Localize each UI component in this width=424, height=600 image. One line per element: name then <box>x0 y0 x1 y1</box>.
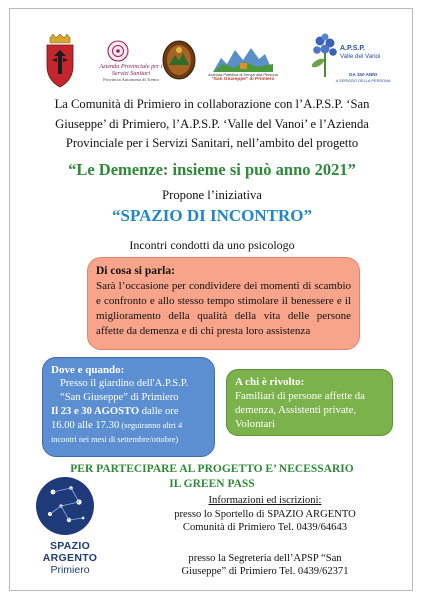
about-heading: Di cosa si parla: <box>96 265 175 277</box>
time-prefix: dalle ore <box>139 406 179 417</box>
green-pass-line-2: IL GREEN PASS <box>169 478 255 490</box>
vanoi-tagline-1: DA 150 ANNI <box>349 72 377 77</box>
audience-box <box>226 369 393 436</box>
apss-name: Azienda Provinciale per i Servizi Sanitari <box>99 63 163 77</box>
intro-line-3: Provinciale per i Servizi Sanitari, nell’ambito del progetto <box>65 136 359 150</box>
propone-text: Propone l’iniziativa <box>162 188 262 202</box>
spazio-argento-star-logo <box>23 470 113 538</box>
where-heading: Dove e quando: <box>51 364 125 376</box>
where-when-box <box>42 357 215 457</box>
where-line-2: “San Giuseppe” di Primiero <box>60 392 179 403</box>
vanoi-logo-subtitle: Valle del Vanoi <box>340 53 381 60</box>
info-heading: Informazioni ed iscrizioni: <box>208 495 322 506</box>
info-line-3: presso la Segreteria dell’APSP “San <box>188 552 342 564</box>
spazio-wordmark-line-2: ARGENTO <box>42 552 98 564</box>
apsp-valle-vanoi-flower-logo <box>308 33 342 77</box>
intro-line-1: La Comunità di Primiero in collaborazione con l’A.P.S.P. ‘San <box>54 97 370 111</box>
info-line-1: presso lo Sportello di SPAZIO ARGENTO <box>174 508 356 520</box>
info-contacts <box>130 494 400 579</box>
vanoi-tagline-2: A SERVIZIO DELLA PERSONA <box>335 78 391 83</box>
about-box <box>87 257 360 350</box>
apss-subtitle: Provincia Autonoma di Trento <box>103 77 159 82</box>
project-title: “Le Demenze: insieme si può anno 2021” <box>68 160 356 179</box>
apsp-san-giuseppe-logo <box>213 44 273 72</box>
san-giuseppe-logo-name: Azienda Pubblica di Servizi alla Persona <box>208 72 278 77</box>
where-line-1: Presso il giardino dell'A.P.S.P. <box>60 378 189 389</box>
spazio-wordmark-line-3: Primiero <box>50 564 90 576</box>
conducted-by-text: Incontri condotti da uno psicologo <box>129 238 295 252</box>
spazio-argento-wordmark <box>20 540 120 577</box>
audience-heading: A chi è rivolto: <box>235 376 305 388</box>
comunita-primiero-crest-logo <box>44 34 76 88</box>
intro-paragraph <box>0 95 424 154</box>
intro-line-2: Giuseppe’ di Primiero, l’A.P.S.P. ‘Valle del Vanoi’ e l’Azienda <box>55 116 369 131</box>
san-giuseppe-logo-subtitle: "San Giuseppe" di Primiero <box>211 77 275 82</box>
green-pass-line-1: PER PARTECIPARE AL PROGETTO E’ NECESSARIO <box>70 463 354 475</box>
apss-logo <box>107 40 129 62</box>
spazio-wordmark-line-1: SPAZIO <box>49 540 91 552</box>
audience-text: Familiari di persone affette da demenza, Assistenti private, Volontari <box>235 390 365 430</box>
vanoi-logo-name: A.P.S.P. <box>340 45 366 52</box>
event-time: 16.00 alle 17.30 <box>51 420 120 431</box>
initiative-title: “SPAZIO DI INCONTRO” <box>112 206 312 225</box>
primiero-circular-emblem-logo <box>161 39 197 81</box>
event-dates: Il 23 e 30 AGOSTO <box>51 406 140 417</box>
info-line-4: Giuseppe” di Primiero Tel. 0439/62371 <box>181 566 349 577</box>
info-line-2: Comunità di Primiero Tel. 0439/64643 <box>182 522 348 533</box>
about-text: Sarà l’occasione per condividere dei momenti di scambio e confronto e allo stesso tempo stimolare il benessere e il miglioramento della qualità della vita delle persone affette da demenza e di chi presta loro assistenza <box>96 280 351 337</box>
followup-note-1: (seguiranno altri 4 <box>119 421 183 430</box>
followup-note-2: incontri nei mesi di settembre/ottobre) <box>51 435 179 444</box>
